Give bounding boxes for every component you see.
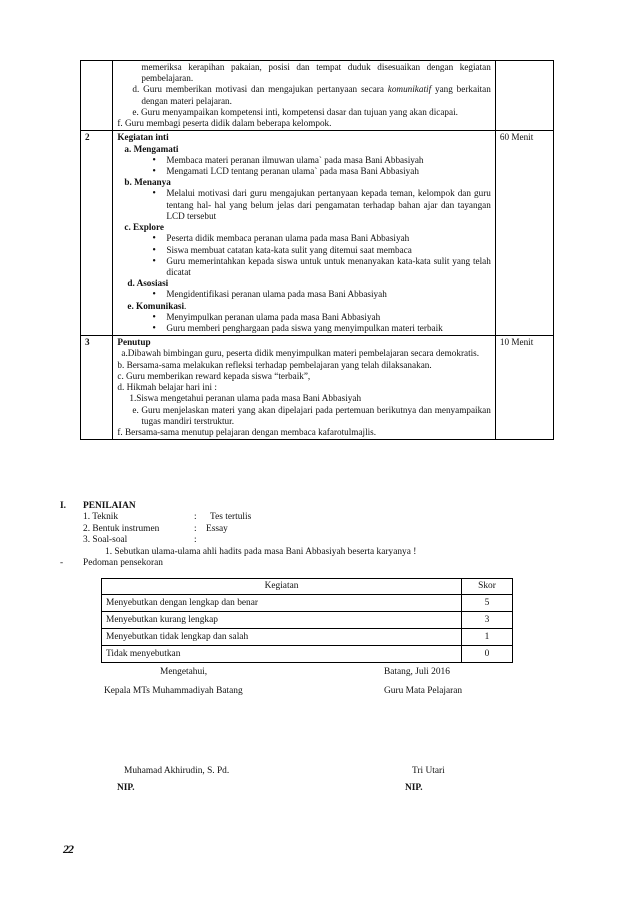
section-title: Kegiatan inti (117, 132, 169, 143)
list-item: • Mengidentifikasi peranan ulama pada masa Bani Abbasiyah (154, 289, 490, 300)
table-row (81, 131, 554, 336)
place-date: Batang, Juli 2016 (384, 667, 450, 677)
table-row (102, 595, 513, 612)
bullet-list (117, 188, 490, 222)
subsection-heading: a. Mengamati (124, 143, 179, 154)
subsection-heading: b. Menanya (124, 177, 171, 188)
text-line: memeriksa kerapihan pakaian, posisi dan tempat duduk disesuaikan dengan kegiatan pembelajaran. (141, 62, 491, 84)
scoring-table (101, 578, 513, 663)
assessment-row: 3. Soal-soal : (83, 535, 197, 546)
text-line: e. Guru menjelaskan materi yang akan dipelajari pada pertemuan berikutnya dan menyampaikan tugas mandiri terstruktur. (132, 404, 491, 426)
text-line: d. Guru memberikan motivasi dan mengajukan pertanyaan secara komunikatif yang berkaitan dengan materi pelajaran. (132, 84, 491, 106)
table-cell: 1 (462, 629, 513, 646)
table-row (102, 629, 513, 646)
table-row (81, 61, 554, 131)
teacher-role: Guru Mata Pelajaran (384, 686, 463, 696)
table-row (81, 336, 554, 440)
table-cell: 5 (462, 595, 513, 612)
assessment-row: 2. Bentuk instrumen : Essay (83, 523, 228, 534)
row-number: 3 (81, 336, 113, 440)
assessment-section (60, 501, 560, 570)
subsection-heading: e. Komunikasi. (127, 300, 187, 311)
column-header: Kegiatan (102, 579, 462, 595)
subsection-heading: c. Explore (124, 222, 165, 233)
text-line: c. Guru memberikan reward kepada siswa “terbaik”, (117, 370, 311, 381)
text-line: d. Hikmah belajar hari ini : (117, 382, 217, 393)
row-time: 60 Menit (495, 131, 553, 336)
text-line: b. Bersama-sama melakukan refleksi terhadap pembelajaran yang telah dilaksanakan. (117, 359, 432, 370)
scoring-guide-label: - Pedoman pensekoran (60, 558, 163, 569)
row-content (113, 61, 495, 131)
lesson-activities-table (80, 60, 554, 440)
table-cell: 3 (462, 612, 513, 629)
row-number (81, 61, 113, 131)
text-line: f. Bersama-sama menutup pelajaran dengan membaca kafarotulmajlis. (117, 427, 377, 437)
bullet-list (117, 233, 490, 278)
text-line: 1.Siswa mengetahui peranan ulama pada masa Bani Abbasiyah (129, 393, 362, 404)
row-content (113, 131, 495, 336)
table-cell: Menyebutkan tidak lengkap dan salah (102, 629, 462, 646)
table-cell: 0 (462, 646, 513, 663)
section-title: Penutup (117, 337, 151, 348)
list-item: • Membaca materi peranan ilmuwan ulama` pada masa Bani Abbasiyah (154, 155, 490, 166)
question-text: 1. Sebutkan ulama-ulama ahli hadits pada masa Bani Abbasiyah beserta karyanya ! (105, 546, 417, 557)
principal-nip: NIP. (117, 783, 135, 793)
text-line: f. Guru membagi peserta didik dalam beberapa kelompok. (117, 118, 332, 129)
row-time (495, 61, 553, 131)
table-cell: Tidak menyebutkan (102, 646, 462, 663)
table-header-row (102, 579, 513, 595)
principal-name: Muhamad Akhirudin, S. Pd. (124, 766, 230, 776)
text-line: e. Guru menyampaikan kompetensi inti, kompetensi dasar dan tujuan yang akan dicapai. (132, 106, 458, 117)
row-number: 2 (81, 131, 113, 336)
bullet-list (117, 289, 490, 300)
list-item: • Guru memerintahkan kepada siswa untuk untuk menanyakan kata-kata sulit yang telah dicatat (154, 256, 490, 278)
list-item: • Guru memberi penghargaan pada siswa yang menyimpulkan materi terbaik (154, 323, 490, 334)
table-row (102, 646, 513, 663)
teacher-nip: NIP. (405, 783, 423, 793)
row-content (113, 336, 495, 440)
list-item: • Siswa membuat catatan kata-kata sulit yang ditemui saat membaca (154, 245, 490, 256)
subsection-heading: d. Asosiasi (127, 278, 169, 289)
row-time: 10 Menit (495, 336, 553, 440)
principal-role: Kepala MTs Muhammadiyah Batang (104, 686, 243, 696)
assessment-row: 1. Teknik : Tes tertulis (83, 512, 252, 523)
bullet-list (117, 312, 490, 334)
table-row (102, 612, 513, 629)
list-item: • Peserta didik membaca peranan ulama pada masa Bani Abbasiyah (154, 233, 490, 244)
list-item: • Menyimpulkan peranan ulama pada masa Bani Abbasiyah (154, 312, 490, 323)
table-cell: Menyebutkan kurang lengkap (102, 612, 462, 629)
section-heading: I. PENILAIAN (60, 501, 136, 511)
bullet-list (117, 155, 490, 177)
acknowledgement-label: Mengetahui, (160, 667, 208, 677)
table-cell: Menyebutkan dengan lengkap dan benar (102, 595, 462, 612)
teacher-name: Tri Utari (412, 766, 445, 776)
page-number: 22 (63, 842, 73, 856)
column-header: Skor (462, 579, 513, 595)
list-item: • Melalui motivasi dari guru mengajukan pertanyaan kepada teman, kelompok dan guru tentang hal- hal yang belum jelas dari pengamatan terhadap bahan ajar dan tayangan LCD tersebut (154, 188, 490, 222)
text-line: a.Dibawah bimbingan guru, peserta didik menyimpulkan materi pembelajaran secara demokratis. (121, 348, 480, 359)
list-item: • Mengamati LCD tentang peranan ulama` pada masa Bani Abbasiyah (154, 166, 490, 177)
